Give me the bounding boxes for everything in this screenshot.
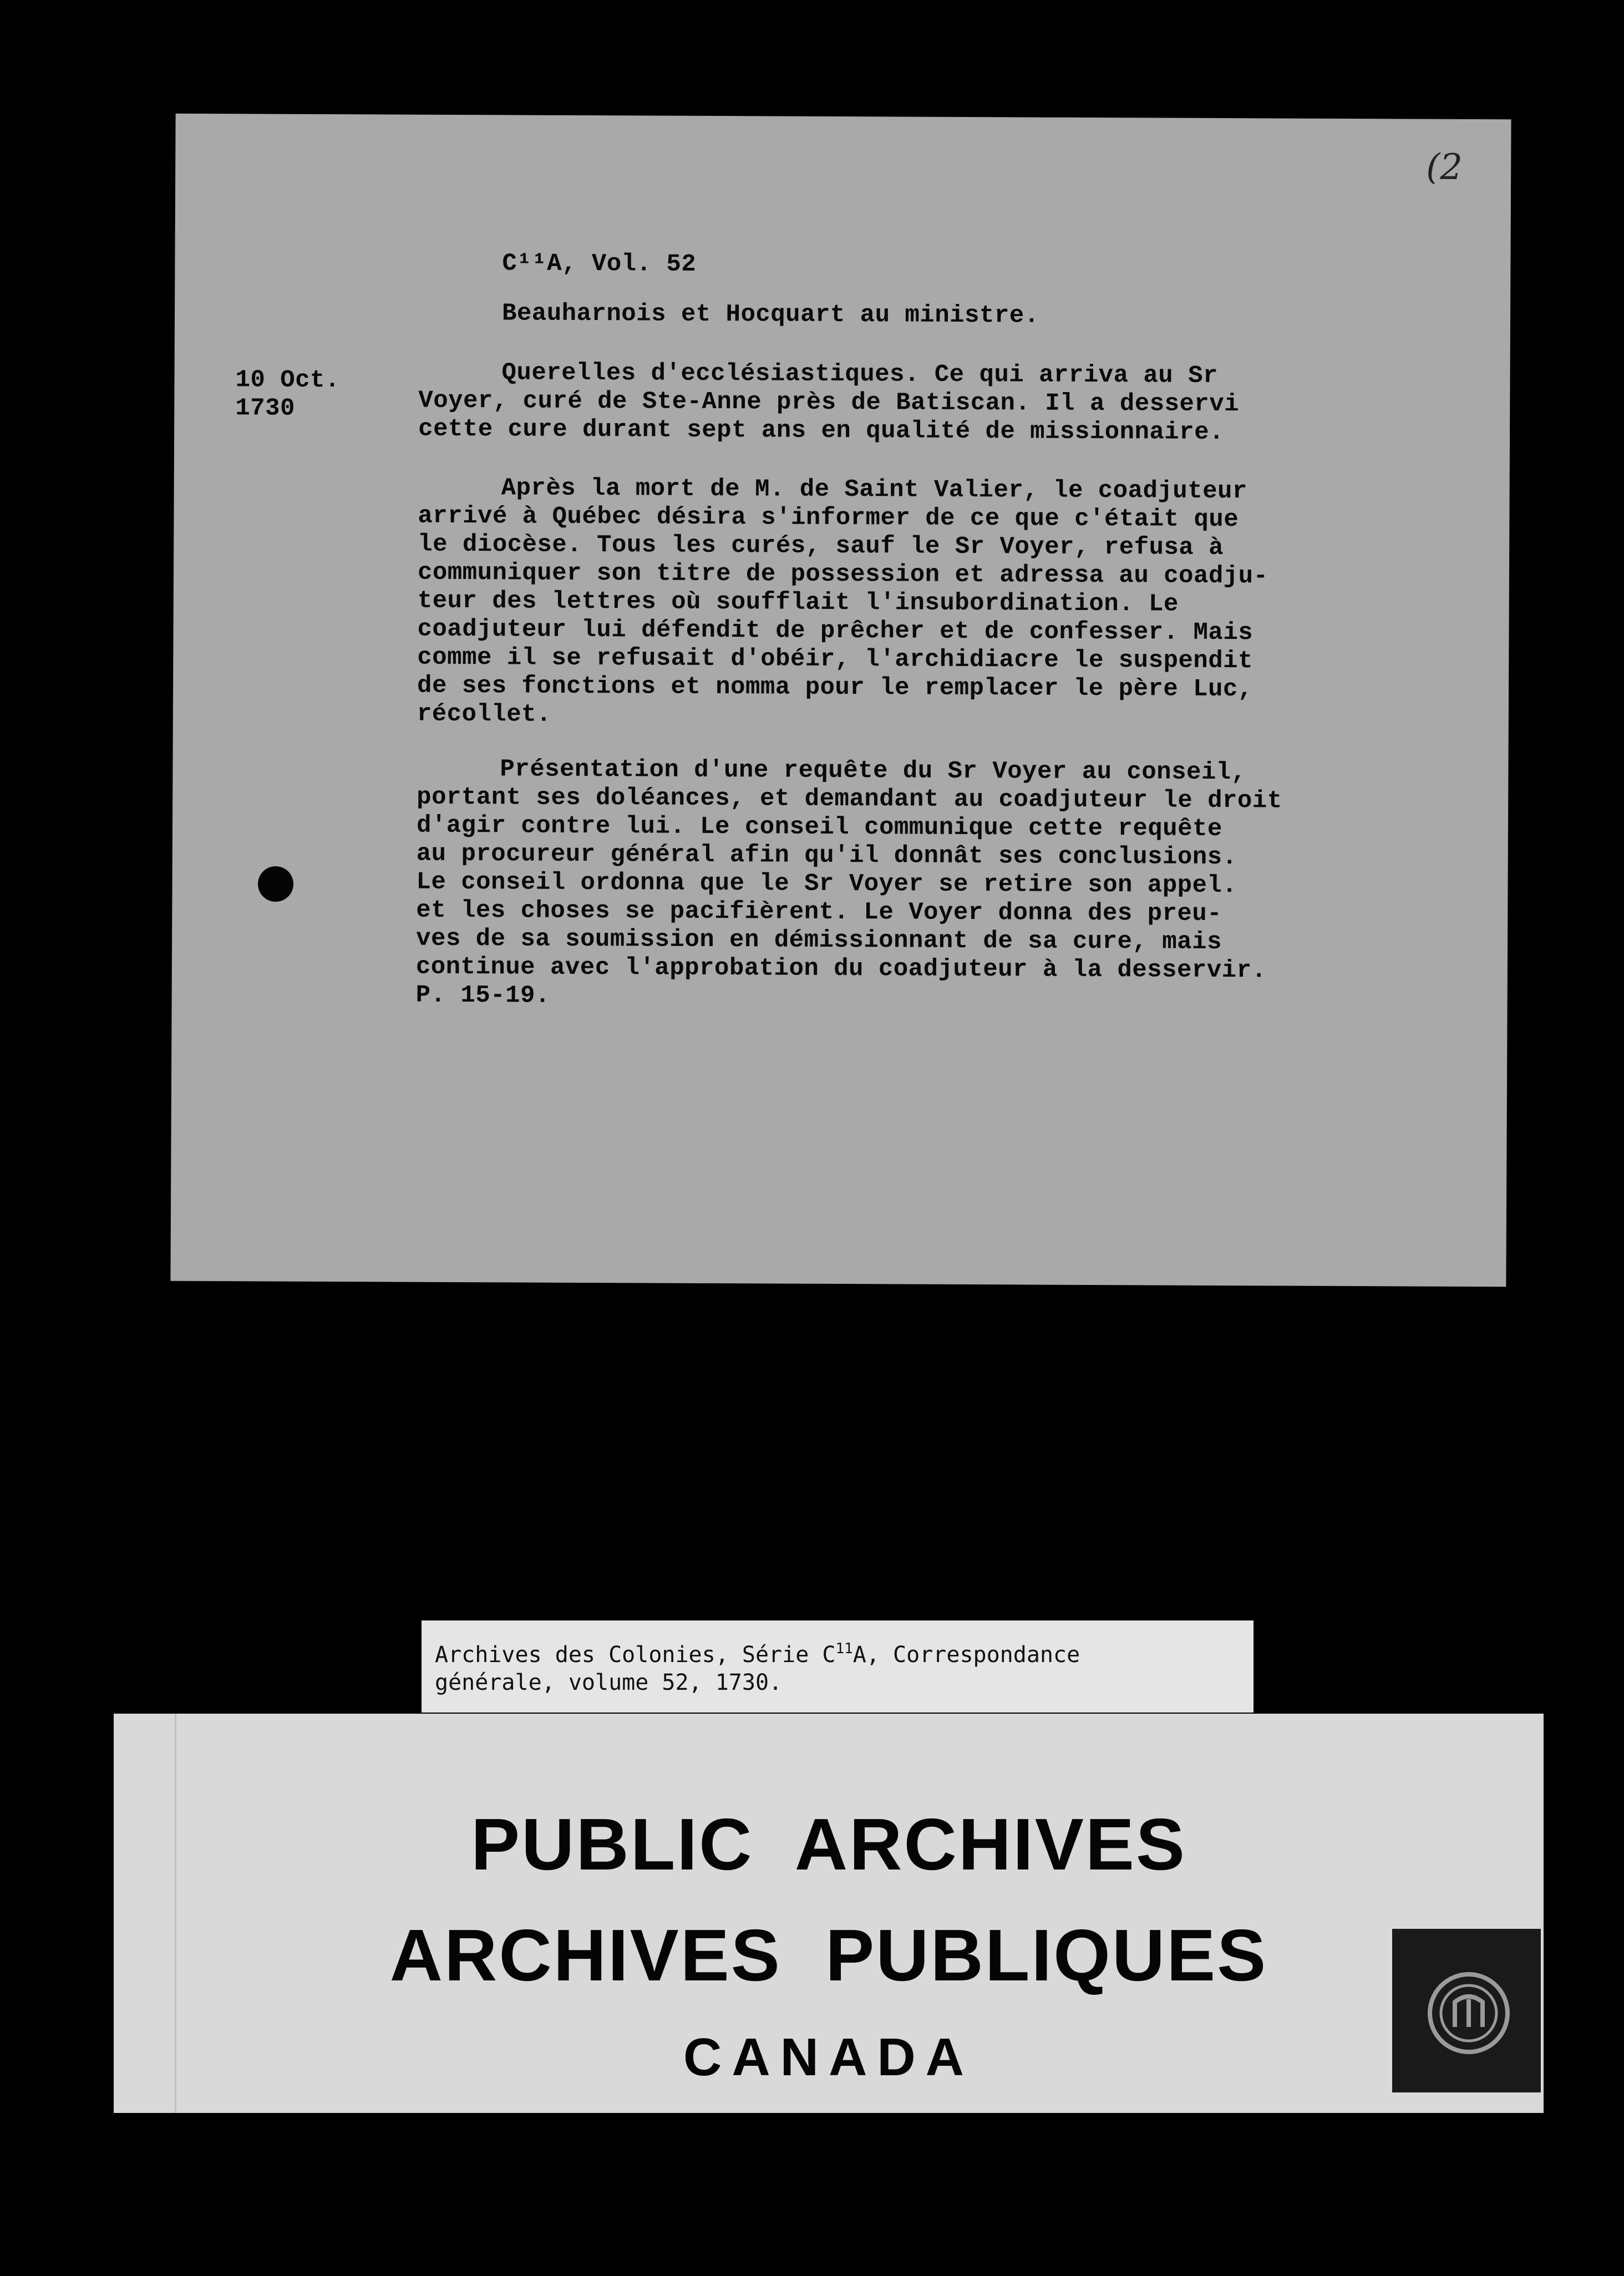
paragraph-3-line: ves de sa soumission en démissionnant de sa cure, mais bbox=[416, 924, 1222, 957]
paragraph-2-line: comme il se refusait d'obéir, l'archidiacre le suspendit bbox=[417, 643, 1253, 675]
archives-emblem-icon bbox=[1424, 1969, 1513, 2057]
paragraph-3-line: Présentation d'une requête du Sr Voyer au conseil, bbox=[500, 755, 1246, 787]
header-reference: C¹¹A, Vol. 52 bbox=[502, 250, 697, 278]
card-title-french: ARCHIVES PUBLIQUES bbox=[389, 1914, 1268, 1996]
card-country: CANADA bbox=[683, 2028, 974, 2087]
citation-line-1a: Archives des Colonies, Série C bbox=[435, 1642, 836, 1668]
subject-line: Beauharnois et Hocquart au ministre. bbox=[501, 299, 1039, 330]
citation-superscript: 11 bbox=[835, 1640, 853, 1657]
paragraph-3-line: et les choses se pacifièrent. Le Voyer donna des preu- bbox=[416, 896, 1222, 928]
paragraph-3-line: P. 15-19. bbox=[415, 981, 550, 1010]
paragraph-2-line: arrivé à Québec désira s'informer de ce que c'était que bbox=[418, 502, 1239, 534]
paragraph-2-line: teur des lettres où soufflait l'insubordination. Le bbox=[417, 587, 1179, 618]
margin-date-day: 10 Oct. bbox=[235, 366, 340, 395]
paragraph-2-line: le diocèse. Tous les curés, sauf le Sr Voyer, refusa à bbox=[418, 530, 1224, 562]
paragraph-1-line: cette cure durant sept ans en qualité de missionnaire. bbox=[418, 415, 1225, 447]
paragraph-3-line: au procureur général afin qu'il donnât ses conclusions. bbox=[416, 840, 1237, 872]
citation-line-1b: A, Correspondance bbox=[852, 1642, 1080, 1668]
paragraph-1-line: Querelles d'ecclésiastiques. Ce qui arriva au Sr bbox=[501, 359, 1219, 390]
citation-line-2: générale, volume 52, 1730. bbox=[435, 1670, 783, 1695]
source-citation-label bbox=[422, 1620, 1253, 1713]
punch-hole bbox=[258, 866, 293, 902]
archives-emblem-box bbox=[1392, 1929, 1541, 2092]
paragraph-3-line: Le conseil ordonna que le Sr Voyer se retire son appel. bbox=[416, 868, 1237, 900]
paragraph-3-line: d'agir contre lui. Le conseil communique cette requête bbox=[416, 811, 1222, 844]
paragraph-2-line: de ses fonctions et nomma pour le remplacer le père Luc, bbox=[417, 672, 1253, 704]
paragraph-3-line: continue avec l'approbation du coadjuteur à la desservir. bbox=[415, 953, 1267, 985]
card-title-english: PUBLIC ARCHIVES bbox=[471, 1803, 1186, 1885]
typewritten-document bbox=[170, 114, 1511, 1287]
archives-title-card bbox=[114, 1714, 1544, 2113]
paragraph-1-line: Voyer, curé de Ste-Anne près de Batiscan. Il a desservi bbox=[418, 387, 1240, 419]
paragraph-2-line: Après la mort de M. de Saint Valier, le coadjuteur bbox=[501, 474, 1247, 506]
paragraph-3-line: portant ses doléances, et demandant au coadjuteur le droit bbox=[417, 783, 1282, 815]
paragraph-2-line: communiquer son titre de possession et adressa au coadju- bbox=[417, 558, 1268, 591]
paragraph-2-line: récollet. bbox=[417, 700, 552, 729]
paragraph-2-line: coadjuteur lui défendit de prêcher et de confesser. Mais bbox=[417, 615, 1253, 647]
page-number: (2 bbox=[1426, 146, 1463, 188]
margin-date-year: 1730 bbox=[235, 394, 296, 423]
